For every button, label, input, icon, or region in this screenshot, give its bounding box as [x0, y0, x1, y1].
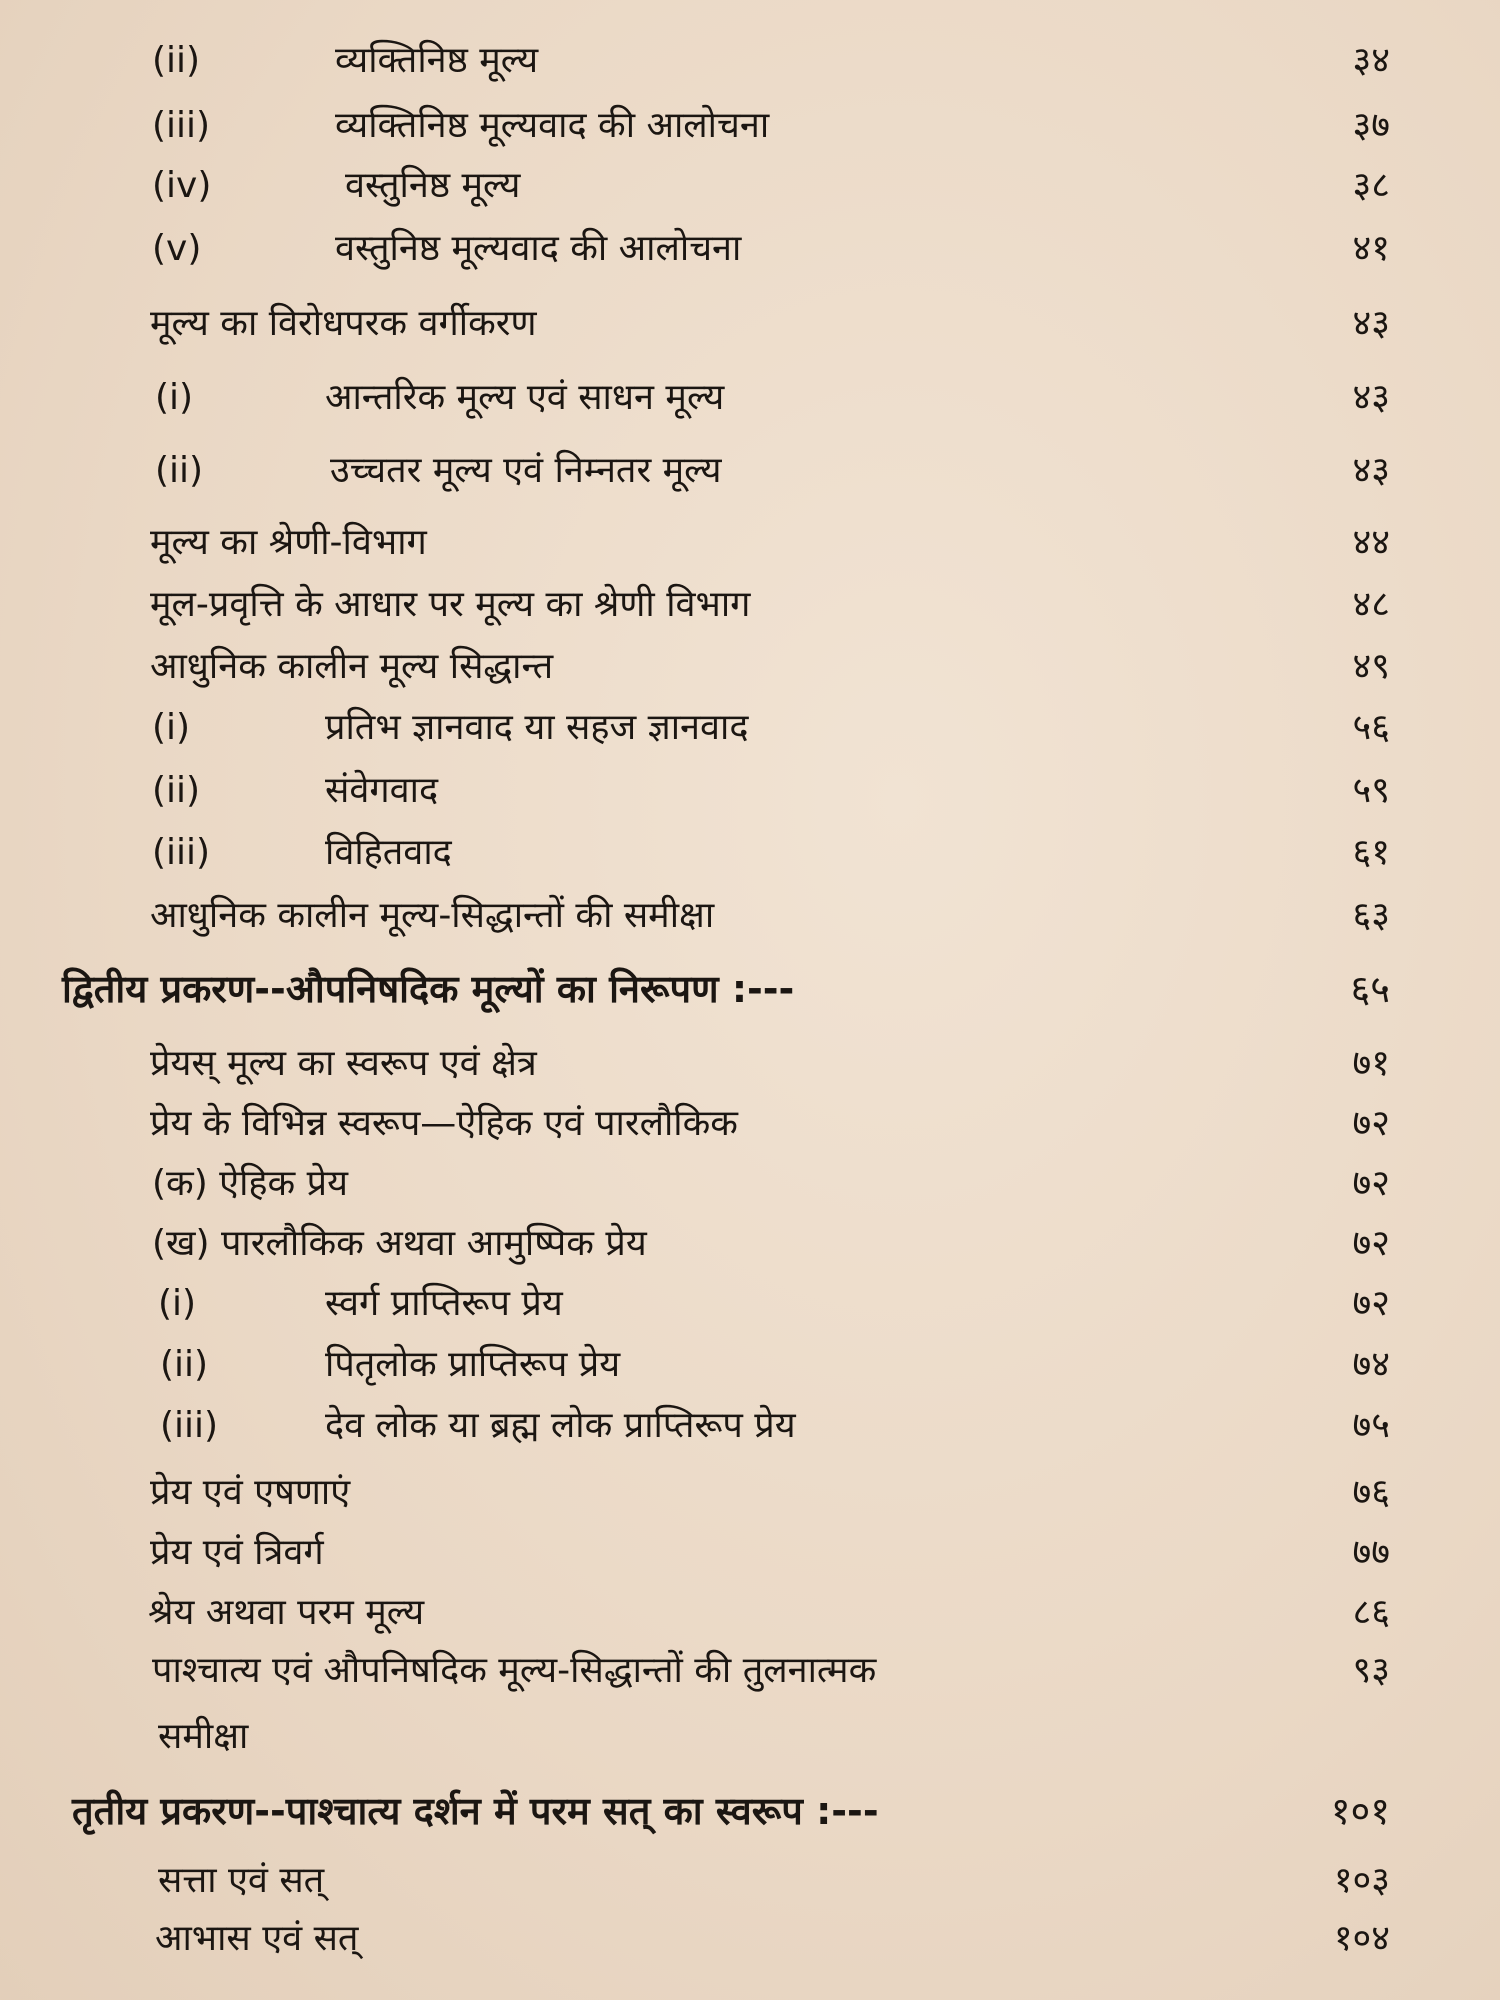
toc-entry — [0, 1273, 1500, 1335]
chapter-heading — [0, 958, 1500, 1020]
entry-page-number: ७२ — [1352, 1103, 1390, 1144]
entry-page-number: ७२ — [1352, 1283, 1390, 1324]
entry-number: (i) — [158, 1283, 197, 1324]
entry-title: श्रेय अथवा परम मूल्य — [148, 1592, 425, 1633]
entry-page-number: ७४ — [1352, 1344, 1390, 1385]
entry-page-number: ३८ — [1352, 165, 1390, 206]
entry-number: (iii) — [160, 1405, 219, 1446]
entry-number: (iv) — [152, 165, 212, 206]
entry-title: व्यक्तिनिष्ठ मूल्य — [335, 40, 539, 81]
entry-title: स्वर्ग प्राप्तिरूप प्रेय — [325, 1283, 563, 1324]
entry-title: प्रेय एवं त्रिवर्ग — [150, 1532, 324, 1573]
entry-title: प्रेयस् मूल्य का स्वरूप एवं क्षेत्र — [150, 1043, 537, 1084]
entry-page-number: ६३ — [1352, 895, 1390, 936]
entry-title: आधुनिक कालीन मूल्य सिद्धान्त — [150, 646, 554, 687]
toc-entry — [0, 574, 1500, 636]
toc-entry — [0, 1334, 1500, 1396]
entry-number: (i) — [155, 377, 194, 418]
toc-entry — [0, 218, 1500, 280]
toc-entry — [0, 1522, 1500, 1584]
toc-entry — [0, 367, 1500, 429]
entry-title: संवेगवाद — [325, 770, 439, 811]
entry-page-number: ७५ — [1352, 1405, 1390, 1446]
chapter-heading — [0, 1780, 1500, 1842]
toc-entry — [0, 440, 1500, 502]
entry-title: देव लोक या ब्रह्म लोक प्राप्तिरूप प्रेय — [325, 1405, 796, 1446]
entry-number: (ii) — [152, 40, 201, 81]
entry-title: आधुनिक कालीन मूल्य-सिद्धान्तों की समीक्षा — [150, 895, 715, 936]
entry-title: व्यक्तिनिष्ठ मूल्यवाद की आलोचना — [335, 105, 770, 146]
entry-title: प्रतिभ ज्ञानवाद या सहज ज्ञानवाद — [325, 707, 749, 748]
entry-title: उच्चतर मूल्य एवं निम्नतर मूल्य — [330, 450, 722, 491]
entry-title: (क) ऐहिक प्रेय — [152, 1163, 348, 1204]
entry-page-number: ७६ — [1352, 1472, 1390, 1513]
entry-page-number: ५९ — [1352, 770, 1390, 811]
entry-title: वस्तुनिष्ठ मूल्य — [345, 165, 521, 206]
entry-page-number: १०१ — [1330, 1789, 1390, 1833]
entry-page-number: ७१ — [1352, 1043, 1390, 1084]
toc-entry — [0, 636, 1500, 698]
entry-page-number: ४१ — [1352, 228, 1390, 269]
entry-page-number: ८६ — [1352, 1592, 1390, 1633]
toc-entry — [0, 760, 1500, 822]
toc-entry — [0, 512, 1500, 574]
entry-title: वस्तुनिष्ठ मूल्यवाद की आलोचना — [335, 228, 742, 269]
entry-page-number: ४३ — [1352, 450, 1390, 491]
entry-title: समीक्षा — [158, 1716, 249, 1757]
entry-page-number: ६१ — [1352, 832, 1390, 873]
toc-entry — [0, 293, 1500, 355]
entry-page-number: १०३ — [1333, 1860, 1390, 1901]
entry-page-number: ७७ — [1352, 1532, 1390, 1573]
entry-title: (ख) पारलौकिक अथवा आमुष्पिक प्रेय — [152, 1223, 647, 1264]
entry-page-number: ३४ — [1352, 40, 1390, 81]
entry-title: आभास एवं सत् — [155, 1918, 359, 1959]
toc-entry — [0, 1153, 1500, 1215]
toc-entry — [0, 1213, 1500, 1275]
entry-page-number: ४९ — [1352, 646, 1390, 687]
entry-page-number: ४३ — [1352, 303, 1390, 344]
entry-page-number: ६५ — [1350, 967, 1390, 1011]
entry-title: मूल-प्रवृत्ति के आधार पर मूल्य का श्रेणी विभाग — [150, 584, 751, 625]
entry-page-number: ३७ — [1352, 105, 1390, 146]
entry-page-number: ९३ — [1352, 1650, 1390, 1691]
toc-entry — [0, 1640, 1500, 1702]
entry-number: (ii) — [152, 770, 201, 811]
entry-number: (v) — [152, 228, 202, 269]
toc-entry — [0, 1462, 1500, 1524]
entry-title: आन्तरिक मूल्य एवं साधन मूल्य — [325, 377, 725, 418]
entry-title: पाश्चात्य एवं औपनिषदिक मूल्य-सिद्धान्तों की तुलनात्मक — [152, 1650, 877, 1691]
toc-entry — [0, 1582, 1500, 1644]
entry-page-number: ७२ — [1352, 1223, 1390, 1264]
entry-number: (ii) — [155, 450, 204, 491]
toc-entry-continuation — [0, 1706, 1500, 1768]
entry-number: (iii) — [152, 105, 211, 146]
entry-page-number: ४३ — [1352, 377, 1390, 418]
entry-page-number: ५६ — [1352, 707, 1390, 748]
entry-title: प्रेय एवं एषणाएं — [150, 1472, 351, 1513]
toc-entry — [0, 1093, 1500, 1155]
toc-entry — [0, 1850, 1500, 1912]
entry-number: (i) — [152, 707, 191, 748]
entry-title: पितृलोक प्राप्तिरूप प्रेय — [325, 1344, 621, 1385]
entry-page-number: १०४ — [1333, 1918, 1390, 1959]
toc-entry — [0, 155, 1500, 217]
toc-entry — [0, 30, 1500, 92]
entry-title: मूल्य का विरोधपरक वर्गीकरण — [150, 303, 537, 344]
entry-page-number: ७२ — [1352, 1163, 1390, 1204]
entry-title: विहितवाद — [325, 832, 452, 873]
entry-title: तृतीय प्रकरण--पाश्चात्य दर्शन में परम सत् का स्वरूप :--- — [72, 1789, 879, 1833]
toc-entry — [0, 1395, 1500, 1457]
entry-number: (iii) — [152, 832, 211, 873]
entry-page-number: ४८ — [1352, 584, 1390, 625]
entry-number: (ii) — [160, 1344, 209, 1385]
toc-entry — [0, 1908, 1500, 1970]
entry-title: प्रेय के विभिन्न स्वरूप—ऐहिक एवं पारलौकिक — [150, 1103, 738, 1144]
toc-entry — [0, 697, 1500, 759]
toc-entry — [0, 822, 1500, 884]
entry-title: द्वितीय प्रकरण--औपनिषदिक मूल्यों का निरूपण :--- — [62, 967, 795, 1011]
toc-entry — [0, 885, 1500, 947]
toc-entry — [0, 1033, 1500, 1095]
entry-page-number: ४४ — [1352, 522, 1390, 563]
toc-entry — [0, 95, 1500, 157]
entry-title: मूल्य का श्रेणी-विभाग — [150, 522, 427, 563]
entry-title: सत्ता एवं सत् — [158, 1860, 325, 1901]
